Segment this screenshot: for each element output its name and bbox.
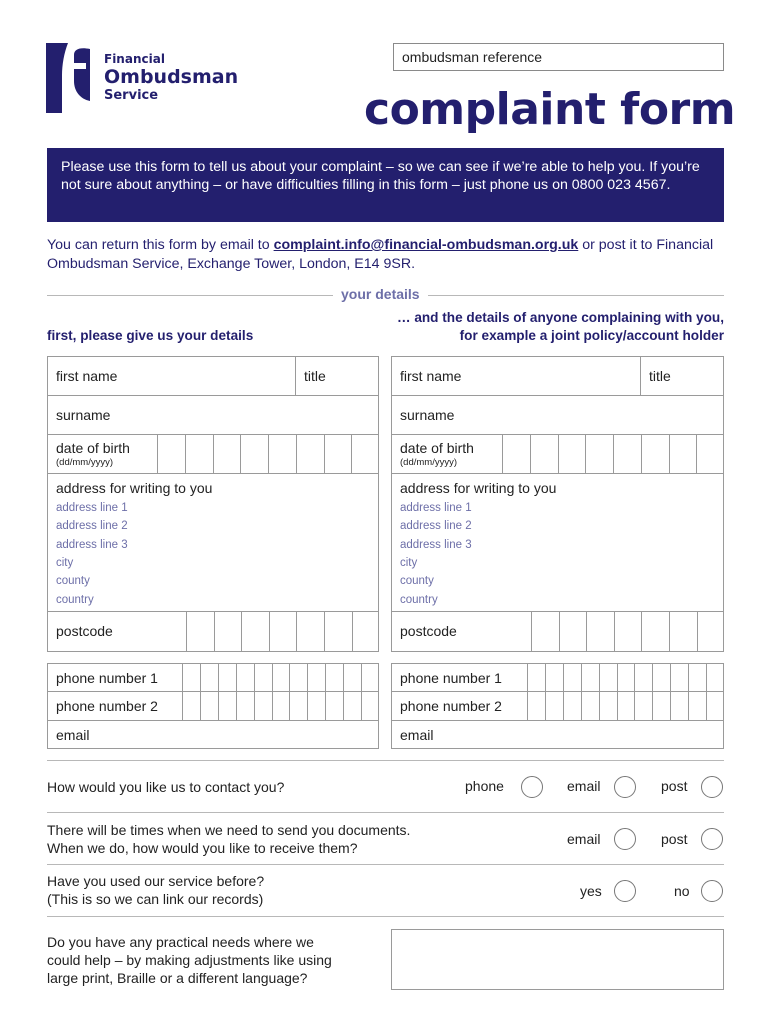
applicant-phone2-digit-box[interactable]: [236, 692, 254, 721]
used-before-yes-radio[interactable]: [614, 880, 636, 902]
applicant-phone1-label: phone number 1: [56, 670, 158, 686]
joint-applicant-postcode-label: postcode: [400, 623, 457, 639]
practical-needs-textarea[interactable]: [391, 929, 724, 990]
info-banner: Please use this form to tell us about your complaint – so we can see if we’re able to help you. If you’re not sure about anything – or have difficulties filling in this form – just phone us on 0800 023 4567.: [47, 148, 724, 222]
applicant-phone2-digit-box[interactable]: [272, 692, 290, 721]
applicant-postcode-char-box[interactable]: [296, 612, 324, 651]
joint-applicant-phone1-digit-box[interactable]: [634, 663, 652, 691]
joint-applicant-phone1-digit-box[interactable]: [599, 663, 617, 691]
joint-applicant-email-label: email: [400, 727, 434, 743]
applicant-dob-digit-box[interactable]: [296, 434, 324, 473]
intro-after: or post it to Financial Ombudsman Service, Exchange Tower, London, E14 9SR.: [47, 237, 714, 272]
question-rule-2: [47, 812, 724, 813]
applicant-dob-format: (dd/mm/yyyy): [56, 457, 113, 468]
applicant-phone2-digit-box[interactable]: [289, 692, 307, 721]
applicant-postcode-char-box[interactable]: [186, 612, 214, 651]
joint-applicant-phone2-digit-box[interactable]: [688, 692, 706, 721]
applicant-surname-input[interactable]: [137, 397, 375, 432]
joint-applicant-address-line[interactable]: address line 2: [400, 520, 472, 533]
applicant-phone2-label: phone number 2: [56, 698, 158, 714]
intro-before: You can return this form by email to: [47, 237, 274, 253]
practical-line-2: could help – by making adjustments like using: [47, 952, 332, 968]
joint-applicant-phone2-digit-box[interactable]: [652, 692, 670, 721]
used-before-line-2: (This is so we can link our records): [47, 891, 264, 907]
joint-applicant-address-line[interactable]: country: [400, 593, 438, 606]
joint-applicant-title-divider: [640, 356, 641, 395]
joint-applicant-phone1-digit-box[interactable]: [617, 663, 635, 691]
joint-applicant-dob-format: (dd/mm/yyyy): [400, 457, 457, 468]
joint-applicant-address-line[interactable]: county: [400, 575, 434, 588]
applicant-phone2-digit-box[interactable]: [218, 692, 236, 721]
practical-line-1: Do you have any practical needs where we: [47, 934, 314, 950]
contact-option-phone-label: phone: [465, 778, 504, 794]
ombudsman-logo-icon: [46, 43, 90, 113]
section-title: your details: [333, 286, 428, 302]
used-before-no-radio[interactable]: [701, 880, 723, 902]
complaint-email-link[interactable]: complaint.info@financial-ombudsman.org.uk: [273, 237, 579, 253]
applicant-postcode-char-box[interactable]: [269, 612, 297, 651]
applicant-postcode-char-box[interactable]: [324, 612, 352, 651]
question-rule-4: [47, 916, 724, 917]
applicant-dob-digit-box[interactable]: [185, 434, 213, 473]
joint-applicant-phone2-digit-box[interactable]: [563, 692, 581, 721]
joint-applicant-email-input[interactable]: [451, 722, 720, 747]
documents-question: [47, 821, 410, 857]
ombudsman-reference-label: ombudsman reference: [402, 49, 543, 65]
joint-applicant-postcode-char-box[interactable]: [614, 612, 642, 651]
joint-applicant-phone2-digit-box[interactable]: [634, 692, 652, 721]
joint-applicant-title-label: title: [649, 368, 671, 384]
joint-applicant-phone1-digit-box[interactable]: [688, 663, 706, 691]
applicant-phone1-digit-box[interactable]: [272, 663, 290, 691]
joint-applicant-address-line[interactable]: city: [400, 556, 418, 569]
applicant-phone2-digit-box[interactable]: [182, 692, 200, 721]
joint-applicant-phone2-digit-box[interactable]: [599, 692, 617, 721]
joint-applicant-phone2-digit-box[interactable]: [581, 692, 599, 721]
contact-post-radio[interactable]: [701, 776, 723, 798]
applicant-phone1-digit-box[interactable]: [289, 663, 307, 691]
applicant-phone1-digit-box[interactable]: [307, 663, 325, 691]
applicant-phone1-digit-box[interactable]: [200, 663, 218, 691]
joint-applicant-phone1-digit-box[interactable]: [545, 663, 563, 691]
applicant-address-heading: address for writing to you: [56, 480, 213, 496]
applicant-postcode-char-box[interactable]: [352, 612, 380, 651]
joint-applicant-phone2-digit-box[interactable]: [617, 692, 635, 721]
used-before-line-1: Have you used our service before?: [47, 873, 265, 889]
joint-applicant-address-heading: address for writing to you: [400, 480, 557, 496]
documents-email-radio[interactable]: [614, 828, 636, 850]
contact-phone-radio[interactable]: [521, 776, 543, 798]
documents-option-email-label: email: [567, 831, 601, 847]
applicant-title-divider: [295, 356, 296, 395]
used-before-no-label: no: [674, 883, 690, 899]
joint-applicant-dob-digit-box[interactable]: [502, 434, 530, 473]
joint-applicant-postcode-char-box[interactable]: [697, 612, 725, 651]
logo-line-1: Financial: [104, 52, 165, 66]
joint-applicant-details: [391, 356, 724, 749]
joint-applicant-phone1-label: phone number 1: [400, 670, 502, 686]
applicant-address-line[interactable]: country: [56, 593, 94, 606]
joint-applicant-postcode-char-box[interactable]: [669, 612, 697, 651]
applicant-phone1-digit-box[interactable]: [218, 663, 236, 691]
joint-applicant-dob-digit-box[interactable]: [613, 434, 641, 473]
used-before-yes-label: yes: [580, 883, 602, 899]
applicant-email-input[interactable]: [107, 722, 375, 747]
joint-applicant-address-line[interactable]: address line 1: [400, 502, 472, 514]
applicant-phone1-digit-box[interactable]: [361, 663, 379, 691]
applicant-dob-label: date of birth: [56, 440, 130, 456]
joint-applicant-row-line-1: [391, 395, 724, 396]
applicant-postcode-char-box[interactable]: [214, 612, 242, 651]
applicant-row-line-1: [47, 395, 379, 396]
joint-applicant-phone2-digit-box[interactable]: [706, 692, 724, 721]
applicant-address-line[interactable]: address line 2: [56, 520, 128, 533]
applicant-phone1-digit-box[interactable]: [343, 663, 361, 691]
applicant-first-name-input[interactable]: [147, 358, 291, 393]
applicant-address-line[interactable]: address line 1: [56, 502, 128, 514]
applicant-postcode-label: postcode: [56, 623, 113, 639]
joint-applicant-surname-label: surname: [400, 407, 455, 423]
applicant-first-name-label: first name: [56, 368, 118, 384]
joint-applicant-phone2-label: phone number 2: [400, 698, 502, 714]
joint-applicant-phone1-digit-box[interactable]: [527, 663, 545, 691]
applicant-dob-digit-box[interactable]: [157, 434, 185, 473]
contact-option-email-label: email: [567, 778, 601, 794]
applicant-postcode-char-box[interactable]: [241, 612, 269, 651]
joint-applicant-postcode-char-box[interactable]: [586, 612, 614, 651]
applicant-phone1-digit-box[interactable]: [182, 663, 200, 691]
joint-applicant-first-name-label: first name: [400, 368, 462, 384]
joint-applicant-address-line[interactable]: address line 3: [400, 538, 472, 551]
joint-applicant-phone1-digit-box[interactable]: [581, 663, 599, 691]
question-rule-3: [47, 864, 724, 865]
applicant-address-line[interactable]: city: [56, 556, 74, 569]
applicant-address-line[interactable]: county: [56, 575, 90, 588]
joint-applicant-dob-digit-box[interactable]: [641, 434, 669, 473]
joint-applicant-first-name-input[interactable]: [491, 358, 636, 393]
logo: [46, 43, 239, 113]
applicant-phone2-digit-box[interactable]: [343, 692, 361, 721]
applicant-address-line[interactable]: address line 3: [56, 538, 128, 551]
applicant-dob-digit-box[interactable]: [213, 434, 241, 473]
applicant-email-label: email: [56, 727, 90, 743]
applicant-dob-digit-box[interactable]: [268, 434, 296, 473]
applicant-phone1-digit-box[interactable]: [254, 663, 272, 691]
page-title: complaint form: [364, 84, 736, 135]
applicant-phone1-digit-box[interactable]: [325, 663, 343, 691]
question-rule-1: [47, 760, 724, 761]
joint-applicant-dob-digit-box[interactable]: [558, 434, 586, 473]
joint-applicant-phone1-digit-box[interactable]: [706, 663, 724, 691]
left-heading: first, please give us your details: [47, 328, 254, 343]
joint-applicant-dob-label: date of birth: [400, 440, 474, 456]
joint-applicant-postcode-char-box[interactable]: [641, 612, 669, 651]
applicant-phone2-digit-box[interactable]: [200, 692, 218, 721]
documents-option-post-label: post: [661, 831, 688, 847]
return-instructions: [47, 236, 724, 274]
applicant-phone2-digit-box[interactable]: [361, 692, 379, 721]
applicant-dob-digit-box[interactable]: [351, 434, 379, 473]
applicant-surname-label: surname: [56, 407, 111, 423]
documents-question-line-2: When we do, how would you like to receive them?: [47, 840, 358, 856]
documents-question-line-1: There will be times when we need to send you documents.: [47, 822, 411, 838]
applicant-phone1-digit-box[interactable]: [236, 663, 254, 691]
ombudsman-reference-field[interactable]: [393, 43, 724, 71]
practical-needs-question: [47, 933, 332, 987]
applicant-title-label: title: [304, 368, 326, 384]
contact-option-post-label: post: [661, 778, 688, 794]
logo-line-2: Ombudsman: [104, 66, 239, 88]
applicant-details: [47, 356, 379, 749]
joint-applicant-phone2-digit-box[interactable]: [545, 692, 563, 721]
used-before-question: [47, 872, 264, 908]
practical-line-3: large print, Braille or a different language?: [47, 970, 308, 986]
contact-question: How would you like us to contact you?: [47, 779, 285, 795]
joint-applicant-dob-digit-box[interactable]: [696, 434, 724, 473]
applicant-row-line-3: [47, 473, 379, 474]
contact-email-radio[interactable]: [614, 776, 636, 798]
documents-post-radio[interactable]: [701, 828, 723, 850]
joint-applicant-phone1-digit-box[interactable]: [563, 663, 581, 691]
logo-line-3: Service: [104, 88, 159, 103]
joint-applicant-dob-digit-box[interactable]: [585, 434, 613, 473]
applicant-dob-digit-box[interactable]: [324, 434, 352, 473]
joint-applicant-phone1-digit-box[interactable]: [652, 663, 670, 691]
applicant-phone2-digit-box[interactable]: [307, 692, 325, 721]
applicant-phone2-digit-box[interactable]: [254, 692, 272, 721]
joint-applicant-dob-digit-box[interactable]: [530, 434, 558, 473]
joint-applicant-phone1-digit-box[interactable]: [670, 663, 688, 691]
joint-applicant-phone2-digit-box[interactable]: [527, 692, 545, 721]
applicant-phone2-digit-box[interactable]: [325, 692, 343, 721]
joint-applicant-phone2-digit-box[interactable]: [670, 692, 688, 721]
joint-applicant-dob-digit-box[interactable]: [669, 434, 697, 473]
joint-applicant-postcode-char-box[interactable]: [531, 612, 559, 651]
joint-applicant-postcode-char-box[interactable]: [559, 612, 587, 651]
joint-applicant-row-line-3: [391, 473, 724, 474]
right-heading: … and the details of anyone complaining with you, for example a joint policy/account holder: [396, 310, 724, 343]
applicant-dob-digit-box[interactable]: [240, 434, 268, 473]
joint-applicant-surname-input[interactable]: [481, 397, 720, 432]
